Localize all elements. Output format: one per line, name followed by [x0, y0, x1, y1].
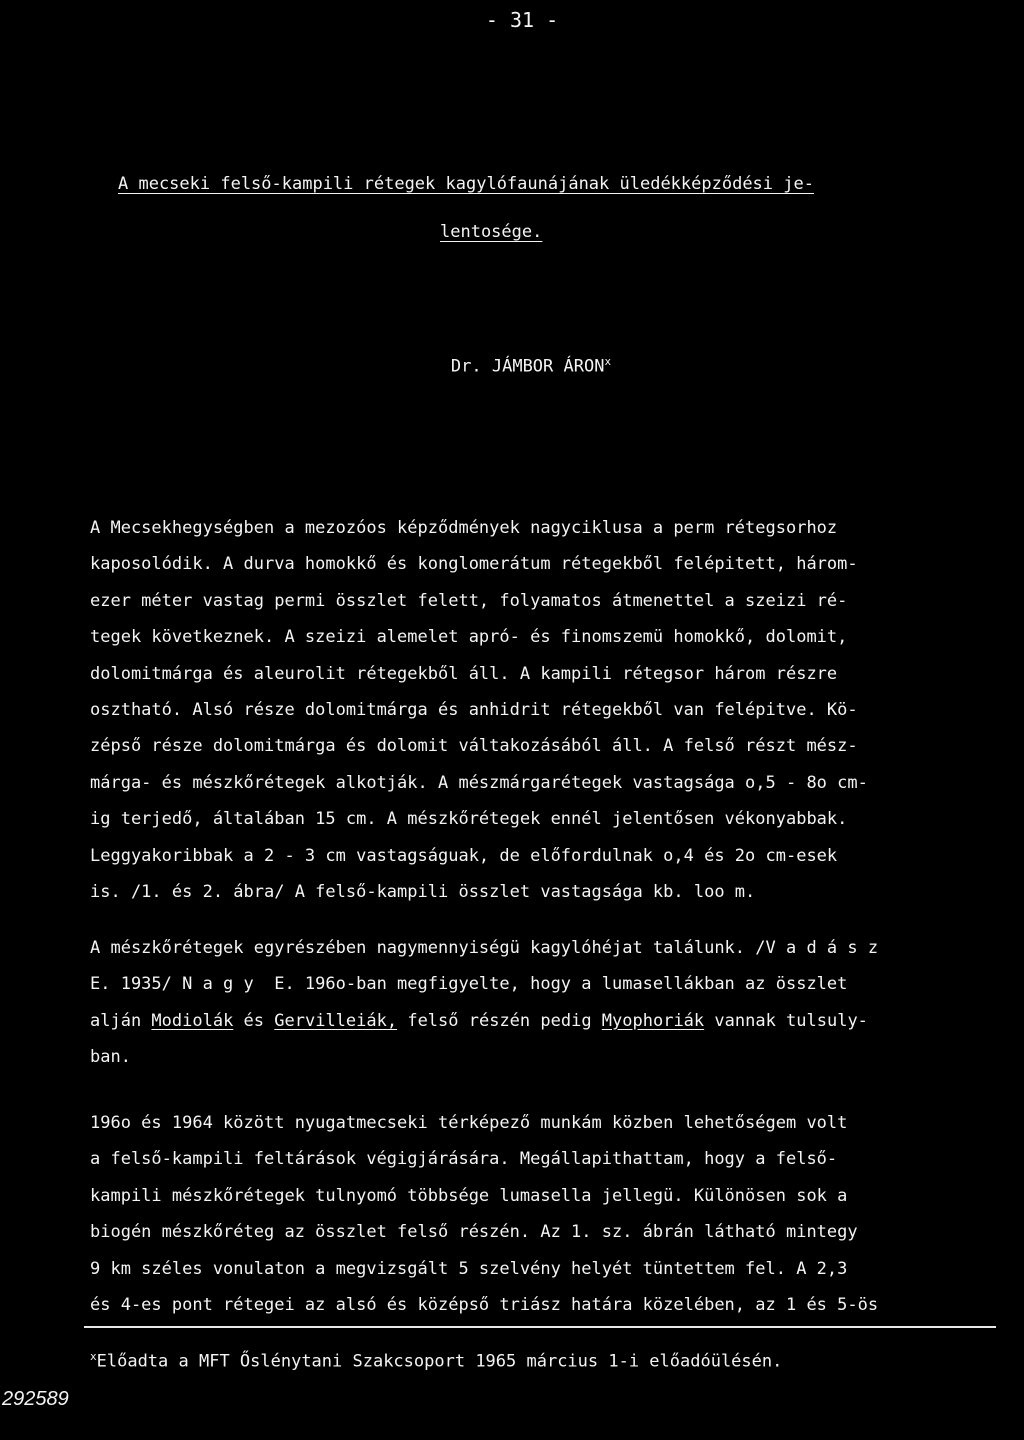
- text-line: ban.: [90, 1047, 131, 1068]
- paragraph-1: [90, 510, 970, 910]
- text-line: dolomitmárga és aleurolit rétegekből áll. A kampili rétegsor három részre: [90, 663, 838, 684]
- page-number: - 31 -: [485, 8, 559, 32]
- footnote: [90, 1350, 782, 1372]
- author-footnote-mark: x: [604, 355, 612, 368]
- taxon-modiolak: Modiolák: [151, 1010, 234, 1031]
- text-line: zépső része dolomitmárga és dolomit váltakozásából áll. A felső részt mész-: [90, 736, 858, 757]
- footnote-text: Előadta a MFT Őslénytani Szakcsoport 1965 március 1-i előadóülésén.: [96, 1351, 783, 1372]
- text-line: és 4-es pont rétegei az alsó és középső triász határa közelében, az 1 és 5-ös: [90, 1294, 879, 1315]
- text-line: ig terjedő, általában 15 cm. A mészkőrétegek ennél jelentősen vékonyabbak.: [90, 809, 848, 830]
- author-byline: [0, 355, 1024, 377]
- text-segment: és: [233, 1010, 275, 1031]
- text-line: E. 1935/ N a g y E. 196o-ban megfigyelte, hogy a lumasellákban az összlet: [90, 974, 848, 995]
- text-line: a felső-kampili feltárások végigjárására. Megállapithattam, hogy a felső-: [90, 1149, 838, 1170]
- article-title-line-1: A mecseki felső-kampili rétegek kagylófaunájának üledékképződési je-: [118, 174, 814, 194]
- text-line: kampili mészkőrétegek tulnyomó többsége lumasella jellegü. Különösen sok a: [90, 1185, 848, 1206]
- text-line: 9 km széles vonulaton a megvizsgált 5 szelvény helyét tüntettem fel. A 2,3: [90, 1258, 848, 1279]
- footnote-mark: x: [90, 1350, 97, 1363]
- text-line: A mészkőrétegek egyrészében nagymennyiségü kagylóhéjat találunk. /V a d á s z: [90, 938, 879, 958]
- paragraph-2: [90, 930, 970, 1076]
- text-line: ezer méter vastag permi összlet felett, folyamatos átmenettel a szeizi ré-: [90, 590, 848, 611]
- text-line: kaposolódik. A durva homokkő és konglomerátum rétegekből felépitett, három-: [90, 554, 858, 575]
- text-line: is. /1. és 2. ábra/ A felső-kampili összlet vastagsága kb. loo m.: [90, 881, 756, 902]
- text-line: biogén mészkőréteg az összlet felső részén. Az 1. sz. ábrán látható mintegy: [90, 1222, 858, 1243]
- author-name: Dr. JÁMBOR ÁRON: [450, 356, 605, 377]
- text-line: [90, 1003, 970, 1039]
- text-segment: vannak tulsuly-: [704, 1010, 868, 1031]
- text-line: Leggyakoribbak a 2 - 3 cm vastagságuak, de előfordulnak o,4 és 2o cm-esek: [90, 845, 838, 866]
- text-segment: alján: [90, 1010, 152, 1031]
- text-segment: felső részén pedig: [397, 1010, 602, 1031]
- text-line: márga- és mészkőrétegek alkotják. A mészmárgarétegek vastagsága o,5 - 8o cm-: [90, 772, 868, 793]
- text-line: A Mecsekhegységben a mezozóos képződmények nagyciklusa a perm rétegsorhoz: [90, 518, 838, 538]
- archive-number: 292589: [2, 1388, 69, 1410]
- taxon-myophoriak: Myophoriák: [601, 1010, 705, 1031]
- article-title-line-2: lentosége.: [440, 222, 543, 242]
- text-line: tegek következnek. A szeizi alemelet apró- és finomszemü homokkő, dolomit,: [90, 627, 848, 648]
- footnote-divider: [84, 1326, 996, 1328]
- paragraph-3: [90, 1105, 970, 1323]
- taxon-gervilleiak: Gervilleiák,: [274, 1010, 398, 1031]
- text-line: osztható. Alsó része dolomitmárga és anhidrit rétegekből van felépitve. Kö-: [90, 699, 858, 720]
- text-line: 196o és 1964 között nyugatmecseki térképező munkám közben lehetőségem volt: [90, 1113, 848, 1133]
